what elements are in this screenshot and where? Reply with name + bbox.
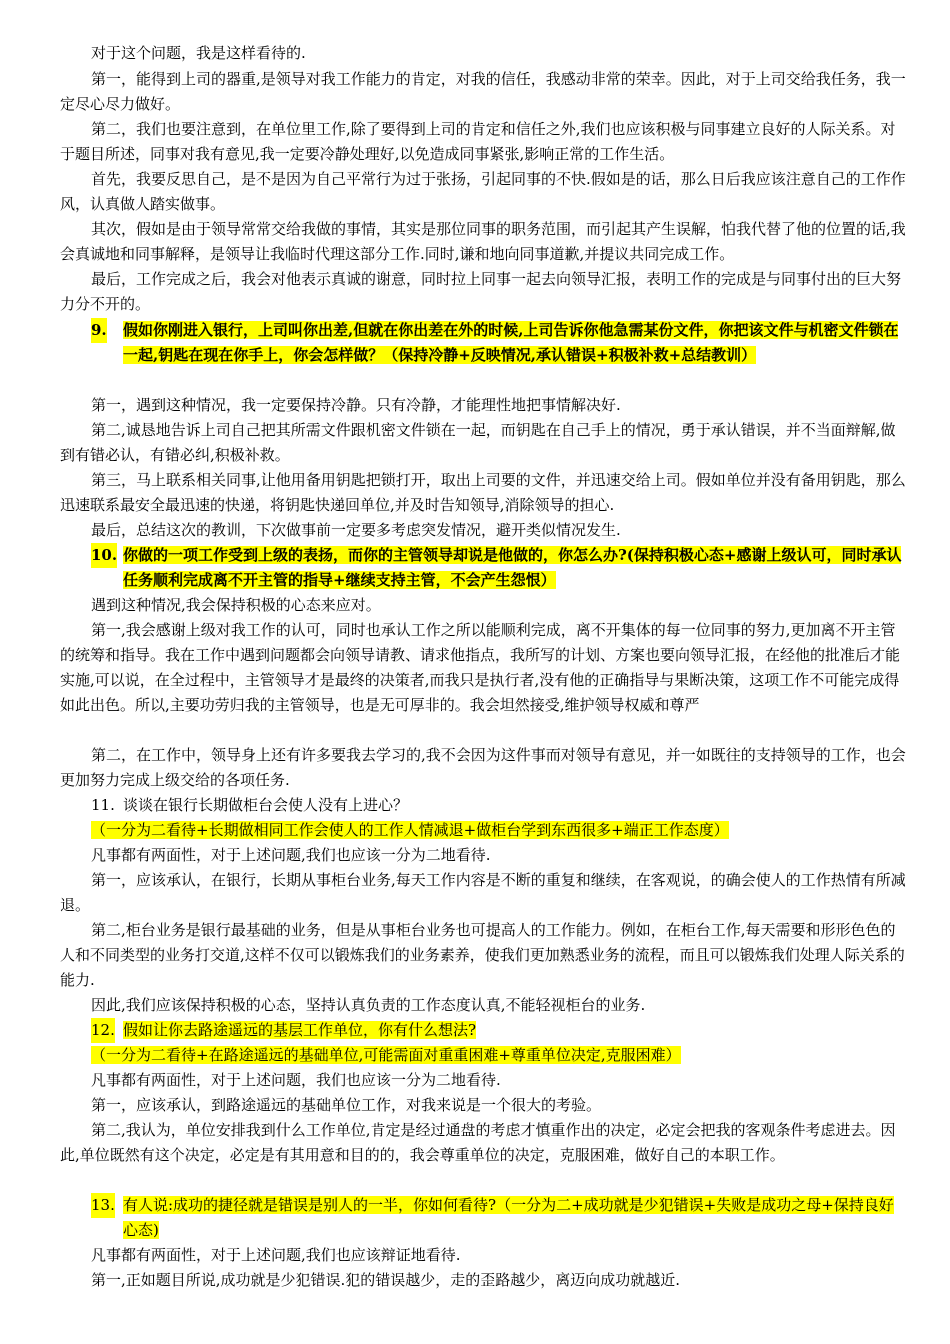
paragraph: 最后，总结这次的教训，下次做事前一定要多考虑突发情况，避开类似情况发生. [91,521,621,539]
paragraph: 首先，我要反思自己，是不是因为自己平常行为过于张扬，引起同事的不快.假如是的话，那么日后我应该注意自己的工作作风，认真做人踏实做事。 [60,170,906,213]
question-12-hint [60,1043,906,1068]
paragraph: 凡事都有两面性，对于上述问题,我们也应该一分为二地看待. [91,846,491,864]
question-12 [60,1018,906,1043]
paragraph: 第一,正如题目所说,成功就是少犯错误.犯的错误越少，走的歪路越少，离迈向成功就越近. [91,1271,681,1289]
question-13 [60,1193,906,1243]
question-number: 12. [91,1018,115,1043]
paragraph: 第一,我会感谢上级对我工作的认可，同时也承认工作之所以能顺利完成，离不开集体的每一位同事的努力,更加离不开主管的统筹和指导。我在工作中遇到问题都会向领导请教、请求他指点，我所写的计划、方案也要向领导汇报，在经他的批准后才能实施,可以说，在全过程中，主管领导才是最终的决策者,而我只是执行者,没有他的正确指导与果断决策，这项工作不可能完成得如此出色。所以,主要功劳归我的主管领导，也是无可厚非的。我会坦然接受,维护领导权威和尊严 [60,621,901,714]
answer-hint: （一分为二看待+长期做相同工作会使人的工作人情减退+做柜台学到东西很多+端正工作态度） [91,821,729,839]
question-text: 有人说:成功的捷径就是错误是别人的一半，你如何看待?（一分为二+成功就是少犯错误+失败是成功之母+保持良好心态) [123,1196,894,1239]
paragraph: 其次，假如是由于领导常常交给我做的事情，其实是那位同事的职务范围，而引起其产生误解，怕我代替了他的位置的话,我会真诚地和同事解释，是领导让我临时代理这部分工作.同时,谦和地向同事道歉,并提议共同完成工作。 [60,220,906,263]
question-text: 假如让你去路途遥远的基层工作单位，你有什么想法? [123,1021,477,1039]
question-text: 谈谈在银行长期做柜台会使人没有上进心？ [123,796,409,814]
paragraph: 对于这个问题，我是这样看待的. [91,44,306,62]
paragraph: 凡事都有两面性，对于上述问题,我们也应该辩证地看待. [91,1246,461,1264]
paragraph: 第二，我们也要注意到，在单位里工作,除了要得到上司的肯定和信任之外,我们也应该积极与同事建立良好的人际关系。对于题目所述，同事对我有意见,我一定要冷静处理好,以免造成同事紧张,影响正常的工作生活。 [60,120,896,163]
question-text: 你做的一项工作受到上级的表扬，而你的主管领导却说是他做的，你怎么办?(保持积极心态+感谢上级认可，同时承认任务顺利完成离不开主管的指导+继续支持主管，不会产生怨恨） [123,546,902,589]
paragraph: 因此,我们应该保持积极的心态，坚持认真负责的工作态度认真,不能轻视柜台的业务. [91,996,646,1014]
question-number: 10. [91,543,117,568]
paragraph: 第一，应该承认，在银行，长期从事柜台业务,每天工作内容是不断的重复和继续，在客观说，的确会使人的工作热情有所减退。 [60,871,906,914]
paragraph: 第一，能得到上司的器重,是领导对我工作能力的肯定，对我的信任，我感动非常的荣幸。因此，对于上司交给我任务，我一定尽心尽力做好。 [60,70,906,113]
paragraph: 凡事都有两面性，对于上述问题，我们也应该一分为二地看待. [91,1071,501,1089]
paragraph: 第一，应该承认，到路途遥远的基础单位工作，对我来说是一个很大的考验。 [91,1096,602,1114]
question-number: 13. [91,1193,115,1218]
paragraph: 第三，马上联系相关同事,让他用备用钥匙把锁打开，取出上司要的文件，并迅速交给上司。假如单位并没有备用钥匙，那么迅速联系最安全最迅速的快递，将钥匙快递回单位,并及时告知领导,消除领导的担心. [60,471,906,514]
paragraph: 第二，在工作中，领导身上还有许多要我去学习的,我不会因为这件事而对领导有意见，并一如既往的支持领导的工作，也会更加努力完成上级交给的各项任务. [60,746,906,789]
paragraph: 第二,柜台业务是银行最基础的业务，但是从事柜台业务也可提高人的工作能力。例如，在柜台工作,每天需要和形形色色的人和不同类型的业务打交道,这样不仅可以锻炼我们的业务素养，使我们更加熟悉业务的流程，而且可以锻炼我们处理人际关系的能力. [60,921,905,989]
question-number: 11. [91,796,115,814]
question-9 [60,318,906,368]
paragraph: 遇到这种情况,我会保持积极的心态来应对。 [91,596,381,614]
paragraph: 第二,我认为，单位安排我到什么工作单位,肯定是经过通盘的考虑才慎重作出的决定，必定会把我的客观条件考虑进去。因此,单位既然有这个决定，必定是有其用意和目的的，我会尊重单位的决定，克服困难，做好自己的本职工作。 [60,1121,896,1164]
question-11 [60,793,906,818]
answer-hint: （一分为二看待+在路途遥远的基础单位,可能需面对重重困难+尊重单位决定,克服困难） [91,1046,681,1064]
question-10 [60,543,906,593]
paragraph: 第一，遇到这种情况，我一定要保持冷静。只有冷静，才能理性地把事情解决好. [91,396,621,414]
paragraph: 最后，工作完成之后，我会对他表示真诚的谢意，同时拉上同事一起去向领导汇报，表明工作的完成是与同事付出的巨大努力分不开的。 [60,270,902,313]
question-11-hint [60,818,906,843]
question-text: 假如你刚进入银行，上司叫你出差,但就在你出差在外的时候,上司告诉你他急需某份文件，你把该文件与机密文件锁在一起,钥匙在现在你手上，你会怎样做？（保持冷静+反映情况,承认错误+积极补救+总结教训） [123,321,899,364]
paragraph: 第二,诚恳地告诉上司自己把其所需文件跟机密文件锁在一起，而钥匙在自己手上的情况，勇于承认错误，并不当面辩解,做到有错必认，有错必纠,积极补救。 [60,421,896,464]
question-number: 9. [91,318,107,343]
